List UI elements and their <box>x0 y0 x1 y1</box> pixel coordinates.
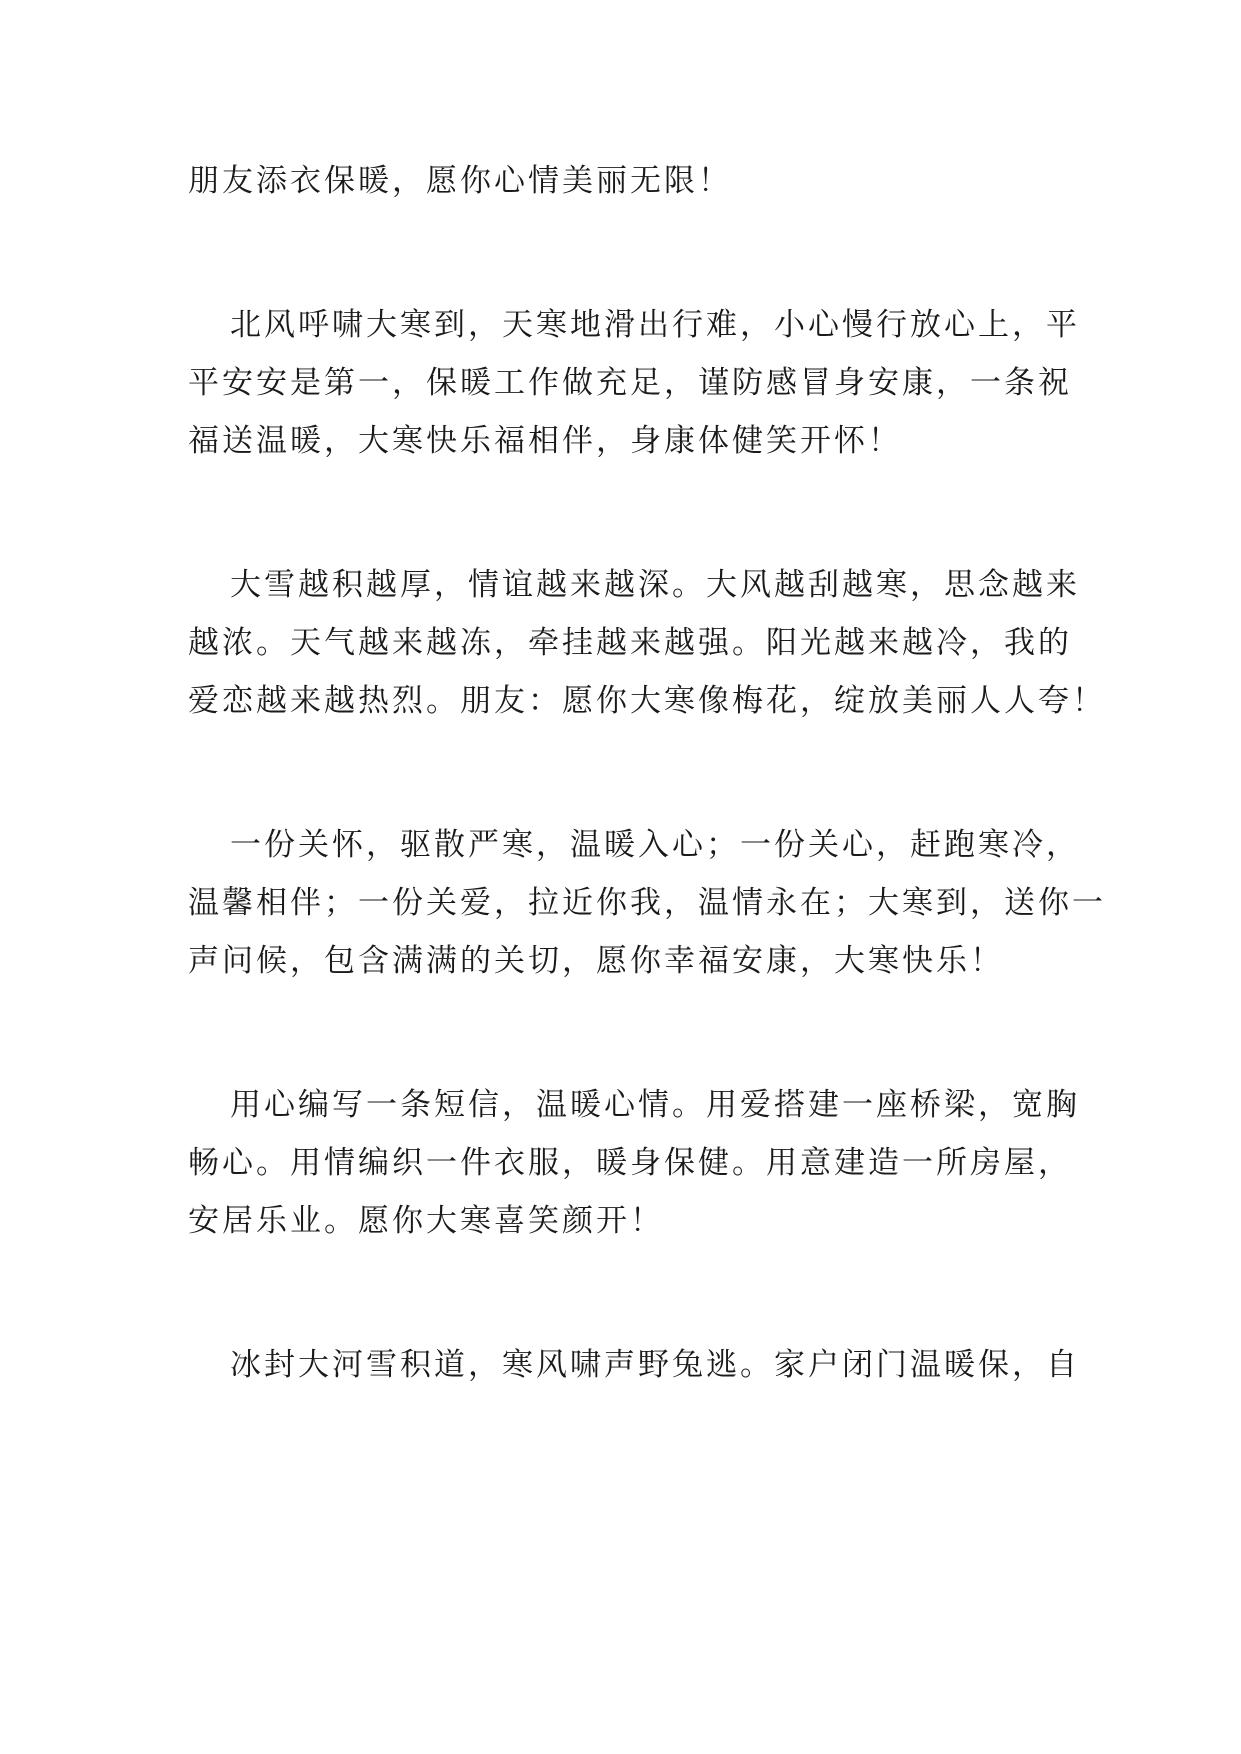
paragraph-line: 声问候，包含满满的关切，愿你幸福安康，大寒快乐！ <box>188 943 1004 979</box>
paragraph-2 <box>188 296 1080 470</box>
paragraph-3 <box>188 556 1106 730</box>
paragraph-line: 平安安是第一，保暖工作做充足，谨防感冒身安康，一条祝 <box>188 365 1072 401</box>
paragraph-line: 用心编写一条短信，温暖心情。用爱搭建一座桥梁，宽胸 <box>230 1087 1080 1123</box>
paragraph-line: 北风呼啸大寒到，天寒地滑出行难，小心慢行放心上，平 <box>230 307 1080 343</box>
paragraph-line: 爱恋越来越热烈。朋友：愿你大寒像梅花，绽放美丽人人夸！ <box>188 683 1106 719</box>
paragraph-line: 安居乐业。愿你大寒喜笑颜开！ <box>188 1203 664 1239</box>
paragraph-line: 朋友添衣保暖，愿你心情美丽无限！ <box>188 163 732 199</box>
paragraph-line: 畅心。用情编织一件衣服，暖身保健。用意建造一所房屋， <box>188 1145 1072 1181</box>
paragraph-5 <box>188 1076 1080 1250</box>
paragraph-6 <box>188 1336 1080 1394</box>
paragraph-line: 一份关怀，驱散严寒，温暖入心；一份关心，赶跑寒冷， <box>230 827 1080 863</box>
paragraph-1 <box>188 152 1068 210</box>
paragraph-line: 大雪越积越厚，情谊越来越深。大风越刮越寒，思念越来 <box>230 567 1080 603</box>
paragraph-line: 冰封大河雪积道，寒风啸声野兔逃。家户闭门温暖保，自 <box>230 1347 1080 1383</box>
paragraph-line: 福送温暖，大寒快乐福相伴，身康体健笑开怀！ <box>188 423 902 459</box>
paragraph-4 <box>188 816 1106 990</box>
paragraph-line: 温馨相伴；一份关爱，拉近你我，温情永在；大寒到，送你一 <box>188 885 1106 921</box>
paragraph-line: 越浓。天气越来越冻，牵挂越来越强。阳光越来越冷，我的 <box>188 625 1072 661</box>
